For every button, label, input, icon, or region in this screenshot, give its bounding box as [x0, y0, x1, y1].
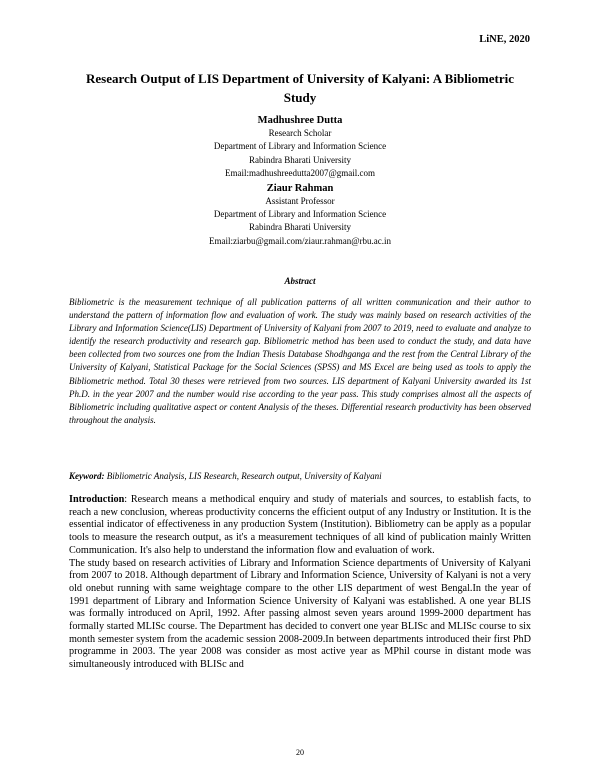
author-name: Ziaur Rahman: [266, 182, 334, 194]
author-2: [150, 182, 450, 249]
author-university: Rabindra Bharati University: [249, 154, 351, 165]
journal-header: LiNE, 2020: [479, 34, 530, 45]
intro-paragraph: [69, 494, 531, 558]
abstract-text: Bibliometric is the measurement technique of all publication patterns of all written communication and their author to understand the pattern of information flow and evaluation of work. The study was mainly based on research activities of the Library and Information Science(LIS) Department of University of Kalyani from 2007 to 2019, need to evaluate and analyze to identify the research productivity and research gap. Bibliometric method has been used to conduct the study, and data have been collected from two sources one from the Indian Thesis Database Shodhganga and the rest from the Central Library of the University of Kalyani, Statistical Package for the Social Sciences (SPSS) and MS Excel are being used as tools to apply the Bibliometric method. Total 30 theses were retrieved from two sources. LIS department of Kalyani University awarded its 1st Ph.D. in the year 2007 and the number would rise according to the year pass. This study comprises almost all the aspects of Bibliometric including qualitative aspect or content Analysis of the theses. Differential research productivity has been observed throughout the analysis.: [69, 297, 531, 425]
author-email: Email:ziarbu@gmail.com/ziaur.rahman@rbu.ac.in: [208, 235, 391, 246]
body-paragraph-2: The study based on research activities of Library and Information Science departments of University of Kalyani from 2007 to 2018. Although department of Library and Information Science, University of Kalyani is not a very old onebut running with same weightage compare to the other LIS department of west Bengal.In the year of 1991 department of Library and Information Science University of Kalyani was established. A one year BLIS was formally introduced on April, 1992. After passing almost seven years around 1999-2000 department has formally started MLISc course. The Department has decided to convert one year BLISc and MLISc course to six month semester system from the academic session 2008-2009.In between departments introduced their first PhD programme in 2003. The year 2008 was consider as most active year as MPhil course in distant mode was simultaneously introduced with BLISc and: [69, 557, 531, 671]
body-text: [69, 494, 531, 672]
intro-label: Introduction: [69, 494, 125, 505]
page-number: 20: [296, 748, 304, 757]
abstract-heading: Abstract: [284, 276, 316, 286]
paper-title: Research Output of LIS Department of University of Kalyani: A Bibliometric Study: [85, 71, 514, 105]
author-role: Research Scholar: [268, 128, 332, 138]
author-university: Rabindra Bharati University: [249, 222, 351, 233]
author-role: Assistant Professor: [265, 195, 335, 206]
keywords-label: Keyword:: [69, 471, 105, 481]
author-department: Department of Library and Information Science: [213, 209, 387, 220]
intro-text: : Research means a methodical enquiry and study of materials and sources, to establish facts, to reach a new conclusion, whereas productivity concerns the efficient output of any Industry or Institution. It is the essential indicator of effectiveness in any production System (Institution). Bibliometry can be apply as a popular tools to measure the research output, as it's a measurement techniques of all kind of publication mainly Written Communication. It's also help to understand the information flow and evaluation of work.: [69, 494, 531, 556]
author-list: [150, 114, 450, 249]
keywords-text: Bibliometric Analysis, LIS Research, Research output, University of Kalyani: [106, 471, 382, 481]
keywords-line: [69, 470, 531, 483]
author-department: Department of Library and Information Science: [213, 141, 387, 152]
author-1: [150, 114, 450, 181]
author-name: Madhushree Dutta: [257, 115, 343, 126]
author-email: Email:madhushreedutta2007@gmail.com: [224, 168, 375, 179]
